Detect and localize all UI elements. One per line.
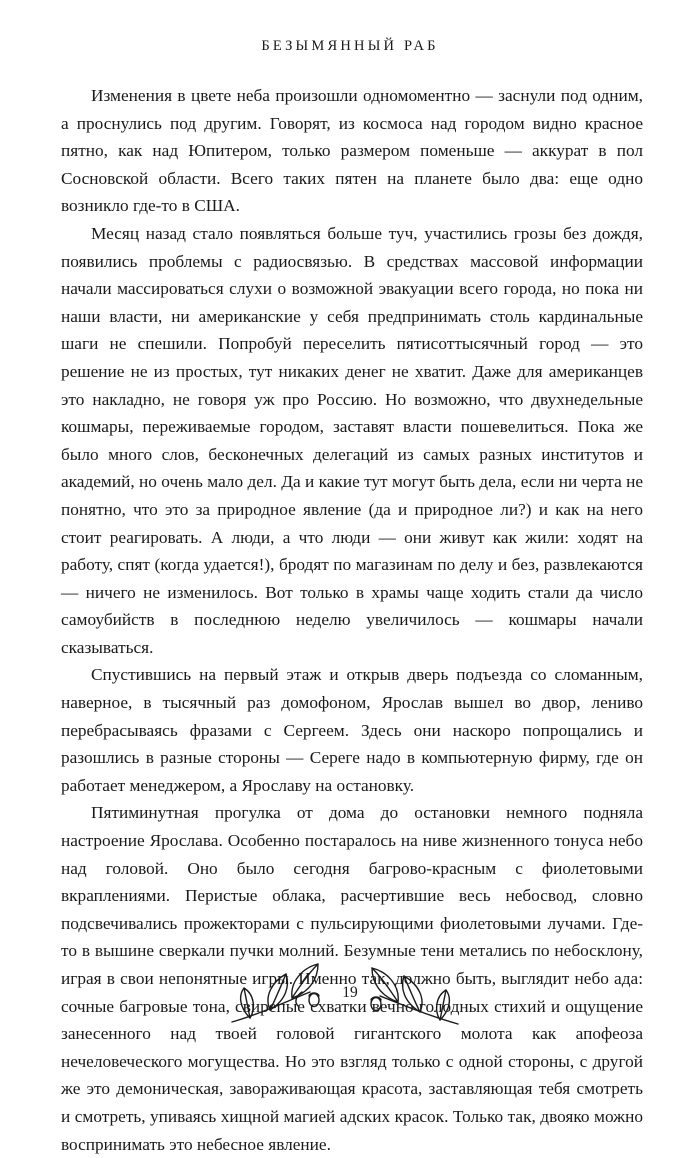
- paragraph: Спустившись на первый этаж и открыв дверь подъезда со сломанным, наверное, в тысячный раз домофоном, Ярослав вышел во двор, лениво перебрасываясь фразами с Сергеем. Здесь они наскоро попрощались и разошлись в разные стороны — Сереге надо в компьютерную фирму, где он работает менеджером, а Ярославу на остановку.: [61, 665, 643, 795]
- paragraph: Месяц назад стало появляться больше туч, участились грозы без дождя, появились проблемы с радиосвязью. В средствах массовой информации начали массироваться слухи о возможной эвакуации всего города, но пока ни наши власти, ни американские у себя предпринимать столь кардинальные шаги не спешили. Попробуй переселить пятисоттысячный город — это решение не из простых, тут никаких денег не хватит. Даже для американцев это накладно, не говоря уж про Россию. Но возможно, что двухнедельные кошмары, переживаемые городом, заставят власти пошевелиться. Пока же было много слов, бесконечных делегаций из самых разных институтов и академий, но очень мало дел. Да и какие тут могут быть дела, если ни черта не понятно, что это за природное явление (да и природное ли?) и как на него стоит реагировать. А люди, а что люди — они живут как жили: ходят на работу, спят (когда удается!), бродят по магазинам по делу и без, развлекаются — ничего не изменилось. Вот только в храмы чаще ходить стали да число самоубийств в последнюю неделю увеличилось — кошмары начали сказываться.: [61, 223, 643, 657]
- paragraph: Изменения в цвете неба произошли одномоментно — заснули под одним, а проснулись под другим. Говорят, из космоса над городом видно красное пятно, как над Юпитером, только размером поменьше — аккурат в пол Сосновской области. Всего таких пятен на планете было два: еще одно возникло где-то в США.: [61, 86, 643, 216]
- running-head: БЕЗЫМЯННЫЙ РАБ: [261, 38, 439, 54]
- page-number: 19: [342, 984, 358, 1001]
- paragraph: Пятиминутная прогулка от дома до остановки немного подняла настроение Ярослава. Особенно постаралось на ниве жизненного тонуса небо над головой. Оно было сегодня багрово-красным с фиолетовыми вкраплениями. Перистые облака, расчертившие весь небосвод, словно подсвечивались прожекторами с пульсирующими фиолетовыми лучами. Где-то в вышине сверкали пучки молний. Безумные тени метались по небосклону, играя в свои непонятные игры. Именно так, должно быть, выглядит небо ада: сочные багровые тона, свирепые схватки вечно голодных стихий и ощущение занесенного над твоей головой гигантского молота как апофеоза нечеловеческого могущества. Но это взгляд только с одной стороны, с другой же это демоническая, завораживающая красота, заставляющая тебя смотреть и смотреть, упиваясь хищной магией адских красок. Только так, двояко можно воспринимать это небесное явление.: [61, 803, 643, 1154]
